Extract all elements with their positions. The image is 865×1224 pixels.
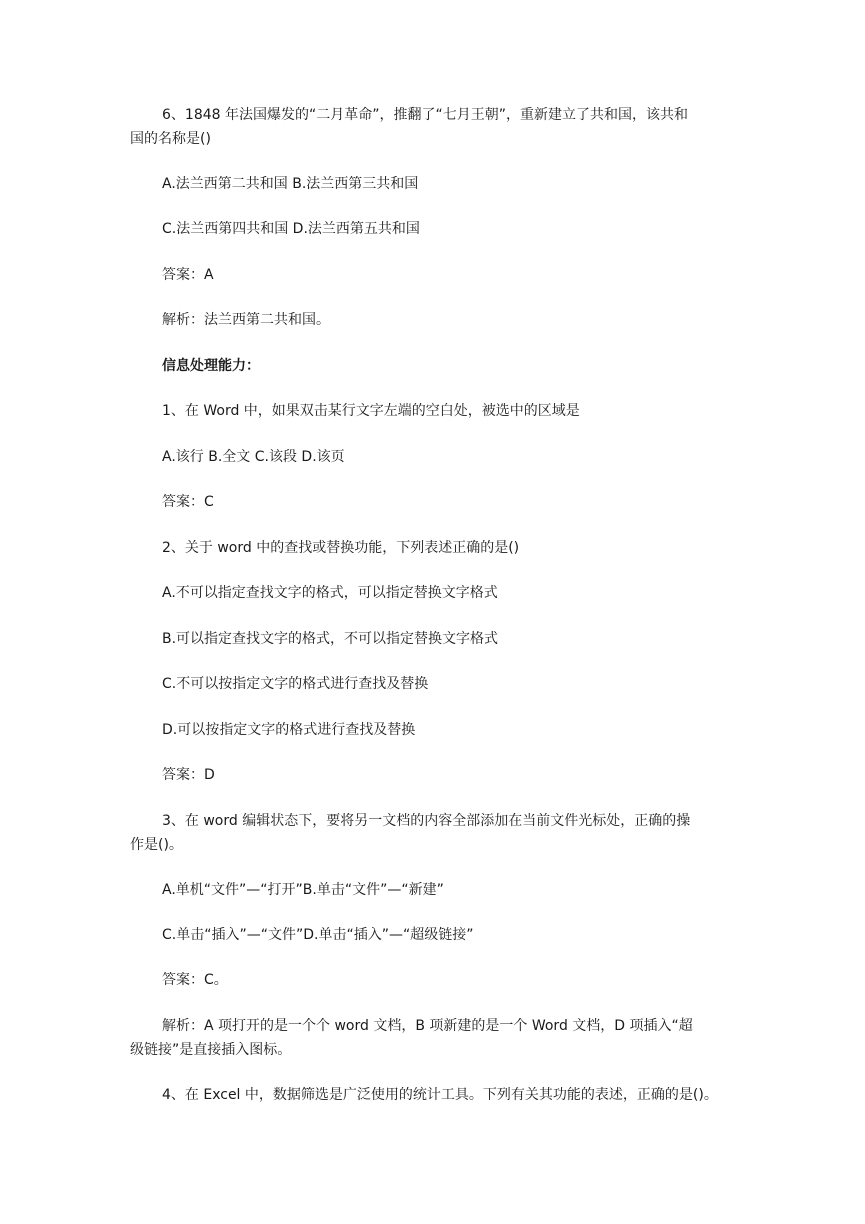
q3-analysis [130, 1014, 740, 1062]
q3-analysis-line1: 解析：A 项打开的是一个个 word 文档，B 项新建的是一个 Word 文档，D 项插入“超 [162, 1018, 693, 1034]
q2-answer: 答案：D [162, 767, 215, 783]
q1-options: A.该行 B.全文 C.该段 D.该页 [162, 449, 345, 465]
q2-option-b: B.可以指定查找文字的格式，不可以指定替换文字格式 [162, 631, 499, 647]
q6-question [130, 103, 740, 151]
q6-question-line2: 国的名称是() [130, 131, 211, 147]
q2-question: 2、关于 word 中的查找或替换功能，下列表述正确的是() [162, 540, 520, 556]
q3-question-line1: 3、在 word 编辑状态下，要将另一文档的内容全部添加在当前文件光标处，正确的操 [162, 813, 691, 829]
q2-option-d: D.可以按指定文字的格式进行查找及替换 [162, 722, 416, 738]
q3-question [130, 809, 740, 857]
q6-options-ab: A.法兰西第二共和国 B.法兰西第三共和国 [162, 176, 419, 192]
q6-question-line1: 6、1848 年法国爆发的“二月革命”，推翻了“七月王朝”，重新建立了共和国，该共和 [162, 107, 688, 123]
q4-question: 4、在 Excel 中，数据筛选是广泛使用的统计工具。下列有关其功能的表述，正确的是()。 [162, 1087, 718, 1103]
q6-options-cd: C.法兰西第四共和国 D.法兰西第五共和国 [162, 221, 420, 237]
q3-question-line2: 作是()。 [130, 837, 183, 853]
q3-options-cd: C.单击“插入”—“文件”D.单击“插入”—“超级链接” [162, 927, 474, 943]
q3-options-ab: A.单机“文件”—“打开”B.单击“文件”—“新建” [162, 882, 444, 898]
q6-answer: 答案：A [162, 267, 214, 283]
q6-analysis: 解析：法兰西第二共和国。 [162, 312, 330, 328]
q3-analysis-line2: 级链接”是直接插入图标。 [130, 1042, 292, 1058]
q3-answer: 答案：C。 [162, 972, 228, 988]
q1-answer: 答案：C [162, 494, 214, 510]
q2-option-c: C.不可以按指定文字的格式进行查找及替换 [162, 676, 429, 692]
q2-option-a: A.不可以指定查找文字的格式，可以指定替换文字格式 [162, 585, 498, 601]
section-heading: 信息处理能力： [162, 358, 260, 374]
q1-question: 1、在 Word 中，如果双击某行文字左端的空白处，被选中的区域是 [162, 403, 580, 419]
